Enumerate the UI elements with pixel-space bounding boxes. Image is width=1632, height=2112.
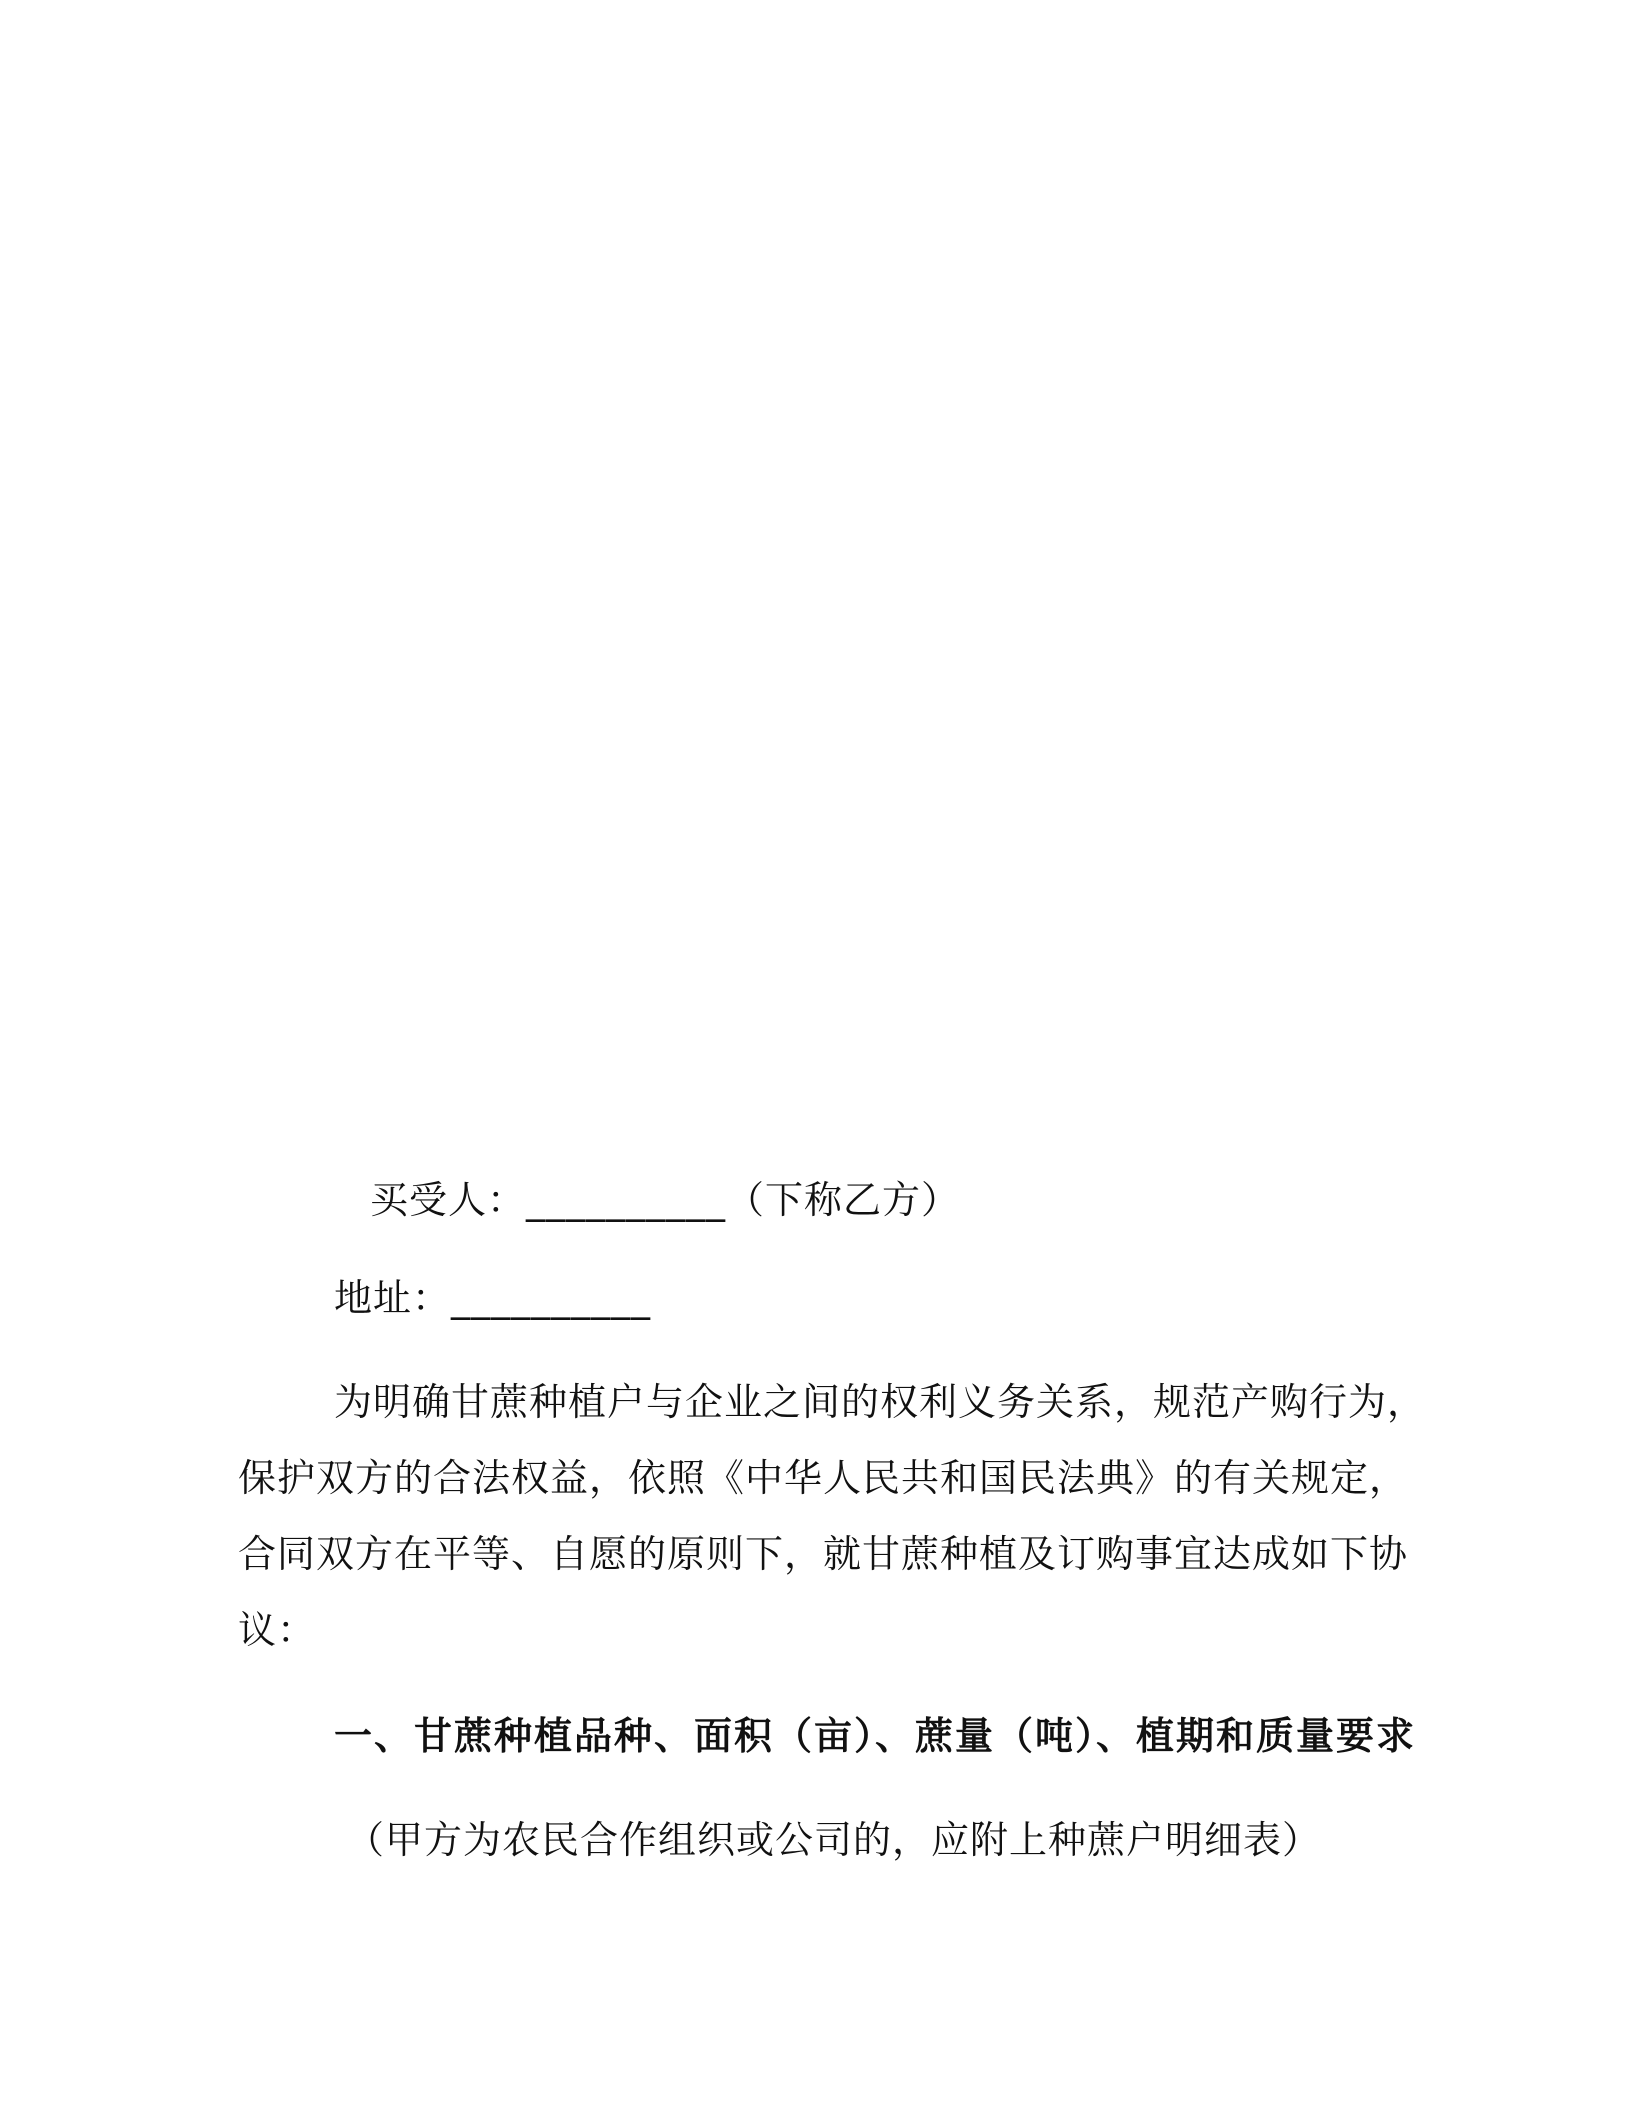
preamble-line-2: 保护双方的合法权益，依照《中华人民共和国民法典》的有关规定， [238,1456,1409,1500]
preamble-line-1: 为明确甘蔗种植户与企业之间的权利义务关系，规范产购行为， [334,1380,1427,1424]
buyer-line: 买受人：__________（下称乙方） [370,1178,961,1222]
section-one-title: 一、甘蔗种植品种、面积（亩）、蔗量（吨）、植期和质量要求 [334,1714,1417,1758]
address-line: 地址：__________ [334,1276,652,1320]
preamble-line-3: 合同双方在平等、自愿的原则下，就甘蔗种植及订购事宜达成如下协 [238,1532,1409,1576]
section-one-note: （甲方为农民合作组织或公司的，应附上种蔗户明细表） [346,1818,1322,1862]
preamble-line-4: 议： [238,1608,317,1652]
